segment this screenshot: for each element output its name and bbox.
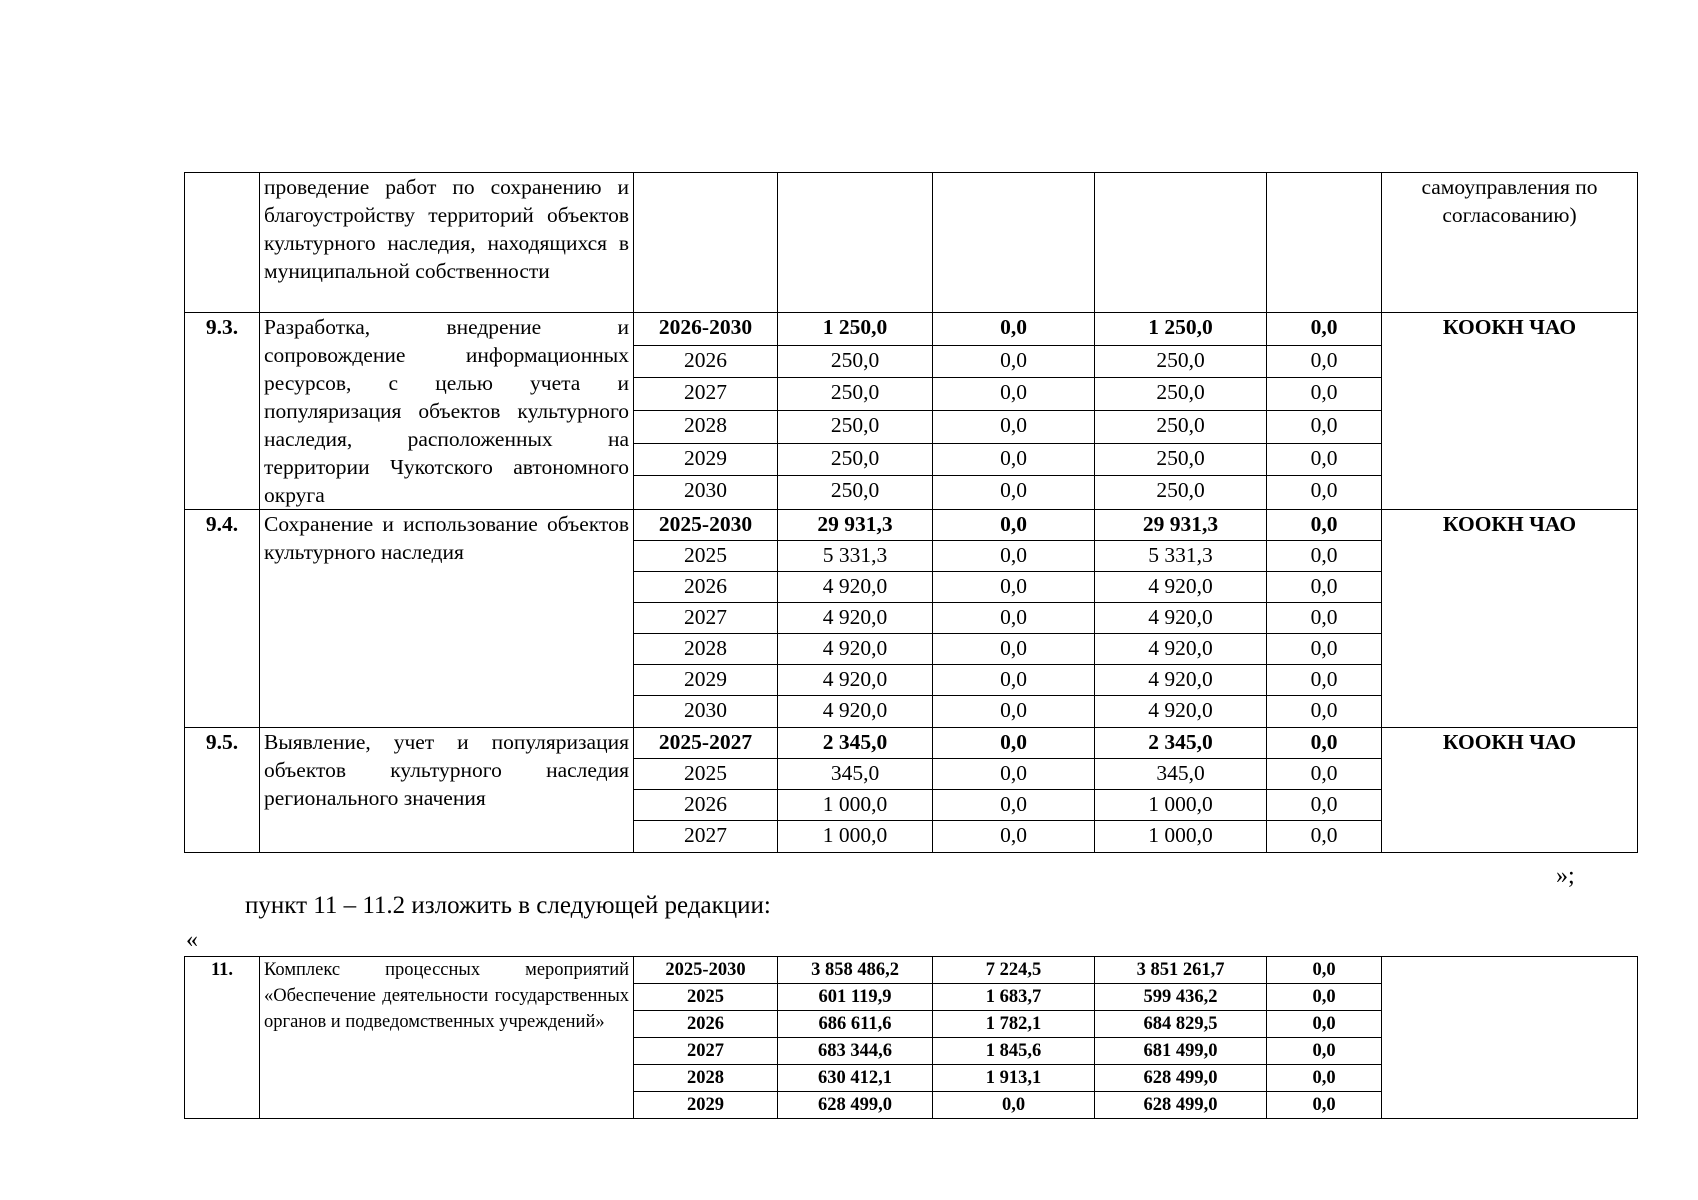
other-sources-cell [1267,173,1382,313]
table-row-continued [185,173,1638,313]
activity-name-cell [260,728,634,853]
federal-budget-cell: 0,0 [933,378,1095,411]
other-sources-cell: 0,0 [1267,821,1382,853]
total-cell: 601 119,9 [778,984,933,1011]
total-cell: 4 920,0 [778,634,933,665]
federal-budget-cell: 0,0 [933,510,1095,541]
period-cell: 2028 [634,410,778,443]
federal-budget-cell: 0,0 [933,634,1095,665]
period-cell: 2027 [634,378,778,411]
period-cell: 2029 [634,1092,778,1119]
row-number-cell: 9.4. [185,510,260,728]
federal-budget-cell: 0,0 [933,696,1095,728]
federal-budget-cell: 0,0 [933,821,1095,853]
total-cell: 345,0 [778,759,933,790]
period-cell: 2028 [634,634,778,665]
federal-budget-cell [933,173,1095,313]
other-sources-cell: 0,0 [1267,510,1382,541]
period-cell: 2025-2030 [634,510,778,541]
total-cell: 686 611,6 [778,1011,933,1038]
regional-budget-cell: 1 000,0 [1095,821,1267,853]
federal-budget-cell: 0,0 [933,665,1095,696]
table-row [185,510,1638,541]
other-sources-cell: 0,0 [1267,665,1382,696]
executor-cell: самоуправления по согласованию) [1382,173,1638,313]
total-cell: 683 344,6 [778,1038,933,1065]
program-table-top [184,172,1638,853]
total-cell: 2 345,0 [778,728,933,759]
total-cell: 250,0 [778,378,933,411]
row-number-cell: 9.5. [185,728,260,853]
other-sources-cell: 0,0 [1267,541,1382,572]
other-sources-cell: 0,0 [1267,634,1382,665]
other-sources-cell: 0,0 [1267,728,1382,759]
program-table-bottom [184,956,1638,1119]
regional-budget-cell: 5 331,3 [1095,541,1267,572]
total-cell: 250,0 [778,476,933,510]
period-cell: 2025-2030 [634,957,778,984]
activity-name: Сохранение и использование объектов культурного наследия [264,512,629,564]
other-sources-cell: 0,0 [1267,572,1382,603]
activity-name: Комплекс процессных мероприятий «Обеспечение деятельности государственных органов и подведомственных учреждений» [264,960,629,1032]
total-cell: 4 920,0 [778,665,933,696]
period-cell [634,173,778,313]
total-cell: 3 858 486,2 [778,957,933,984]
program-table-top-body [185,173,1638,853]
executor-cell [1382,957,1638,1119]
federal-budget-cell: 1 782,1 [933,1011,1095,1038]
regional-budget-cell: 4 920,0 [1095,603,1267,634]
other-sources-cell: 0,0 [1267,410,1382,443]
federal-budget-cell: 0,0 [933,345,1095,378]
other-sources-cell: 0,0 [1267,957,1382,984]
closing-quote: »; [1556,863,1575,889]
other-sources-cell: 0,0 [1267,1011,1382,1038]
period-cell: 2030 [634,696,778,728]
other-sources-cell: 0,0 [1267,1065,1382,1092]
federal-budget-cell: 7 224,5 [933,957,1095,984]
period-cell: 2027 [634,821,778,853]
period-cell: 2025 [634,984,778,1011]
regional-budget-cell: 681 499,0 [1095,1038,1267,1065]
regional-budget-cell: 345,0 [1095,759,1267,790]
federal-budget-cell: 0,0 [933,1092,1095,1119]
period-cell: 2026 [634,345,778,378]
period-cell: 2026 [634,790,778,821]
activity-name-cell [260,957,634,1119]
total-cell: 5 331,3 [778,541,933,572]
other-sources-cell: 0,0 [1267,1038,1382,1065]
regional-budget-cell: 599 436,2 [1095,984,1267,1011]
period-cell: 2029 [634,665,778,696]
row-number-cell: 9.3. [185,313,260,510]
period-cell: 2025 [634,759,778,790]
regional-budget-cell: 2 345,0 [1095,728,1267,759]
federal-budget-cell: 0,0 [933,759,1095,790]
total-cell: 630 412,1 [778,1065,933,1092]
federal-budget-cell: 1 845,6 [933,1038,1095,1065]
federal-budget-cell: 0,0 [933,541,1095,572]
regional-budget-cell: 4 920,0 [1095,634,1267,665]
regional-budget-cell: 4 920,0 [1095,665,1267,696]
other-sources-cell: 0,0 [1267,984,1382,1011]
total-cell: 4 920,0 [778,696,933,728]
activity-name: Выявление, учет и популяризация объектов культурного наследия регионального значения [264,730,629,810]
executor-cell: КООКН ЧАО [1382,313,1638,510]
period-cell: 2030 [634,476,778,510]
table-row [185,313,1638,346]
total-cell: 250,0 [778,410,933,443]
federal-budget-cell: 0,0 [933,410,1095,443]
other-sources-cell: 0,0 [1267,476,1382,510]
total-cell: 4 920,0 [778,603,933,634]
federal-budget-cell: 0,0 [933,313,1095,346]
activity-name-cell: проведение работ по сохранению и благоустройству территорий объектов культурного наследия, находящихся в муниципальной собственности [260,173,634,313]
period-cell: 2027 [634,603,778,634]
regional-budget-cell: 4 920,0 [1095,572,1267,603]
total-cell: 250,0 [778,345,933,378]
period-cell: 2029 [634,443,778,476]
amendment-paragraph: пункт 11 – 11.2 изложить в следующей редакции: [245,892,771,919]
row-number-cell: 11. [185,957,260,1119]
period-cell: 2025-2027 [634,728,778,759]
federal-budget-cell: 0,0 [933,443,1095,476]
regional-budget-cell: 3 851 261,7 [1095,957,1267,984]
federal-budget-cell: 0,0 [933,603,1095,634]
regional-budget-cell: 684 829,5 [1095,1011,1267,1038]
activity-name-cell [260,313,634,510]
period-cell: 2025 [634,541,778,572]
table-row [185,728,1638,759]
other-sources-cell: 0,0 [1267,1092,1382,1119]
period-cell: 2026-2030 [634,313,778,346]
federal-budget-cell: 1 913,1 [933,1065,1095,1092]
total-cell: 1 250,0 [778,313,933,346]
other-sources-cell: 0,0 [1267,443,1382,476]
total-cell: 1 000,0 [778,790,933,821]
regional-budget-cell: 1 000,0 [1095,790,1267,821]
period-cell: 2026 [634,1011,778,1038]
federal-budget-cell: 0,0 [933,790,1095,821]
period-cell: 2028 [634,1065,778,1092]
regional-budget-cell: 250,0 [1095,345,1267,378]
other-sources-cell: 0,0 [1267,696,1382,728]
opening-quote: « [186,927,198,953]
total-cell: 628 499,0 [778,1092,933,1119]
federal-budget-cell: 0,0 [933,476,1095,510]
federal-budget-cell: 1 683,7 [933,984,1095,1011]
regional-budget-cell: 250,0 [1095,410,1267,443]
other-sources-cell: 0,0 [1267,790,1382,821]
other-sources-cell: 0,0 [1267,378,1382,411]
total-cell: 29 931,3 [778,510,933,541]
regional-budget-cell: 4 920,0 [1095,696,1267,728]
regional-budget-cell: 628 499,0 [1095,1092,1267,1119]
regional-budget-cell: 29 931,3 [1095,510,1267,541]
activity-name: Разработка, внедрение и сопровождение информационных ресурсов, с целью учета и популяризация объектов культурного наследия, расположенных на территории Чукотского автономного округа [264,315,629,507]
regional-budget-cell: 1 250,0 [1095,313,1267,346]
regional-budget-cell: 250,0 [1095,378,1267,411]
activity-name-cell [260,510,634,728]
other-sources-cell: 0,0 [1267,345,1382,378]
total-cell: 250,0 [778,443,933,476]
federal-budget-cell: 0,0 [933,728,1095,759]
period-cell: 2026 [634,572,778,603]
total-cell: 1 000,0 [778,821,933,853]
other-sources-cell: 0,0 [1267,313,1382,346]
program-table-bottom-body [185,957,1638,1119]
regional-budget-cell [1095,173,1267,313]
executor-cell: КООКН ЧАО [1382,728,1638,853]
regional-budget-cell: 628 499,0 [1095,1065,1267,1092]
regional-budget-cell: 250,0 [1095,476,1267,510]
period-cell: 2027 [634,1038,778,1065]
row-number-cell [185,173,260,313]
other-sources-cell: 0,0 [1267,759,1382,790]
total-cell [778,173,933,313]
total-cell: 4 920,0 [778,572,933,603]
federal-budget-cell: 0,0 [933,572,1095,603]
table-row [185,957,1638,984]
executor-cell: КООКН ЧАО [1382,510,1638,728]
other-sources-cell: 0,0 [1267,603,1382,634]
regional-budget-cell: 250,0 [1095,443,1267,476]
